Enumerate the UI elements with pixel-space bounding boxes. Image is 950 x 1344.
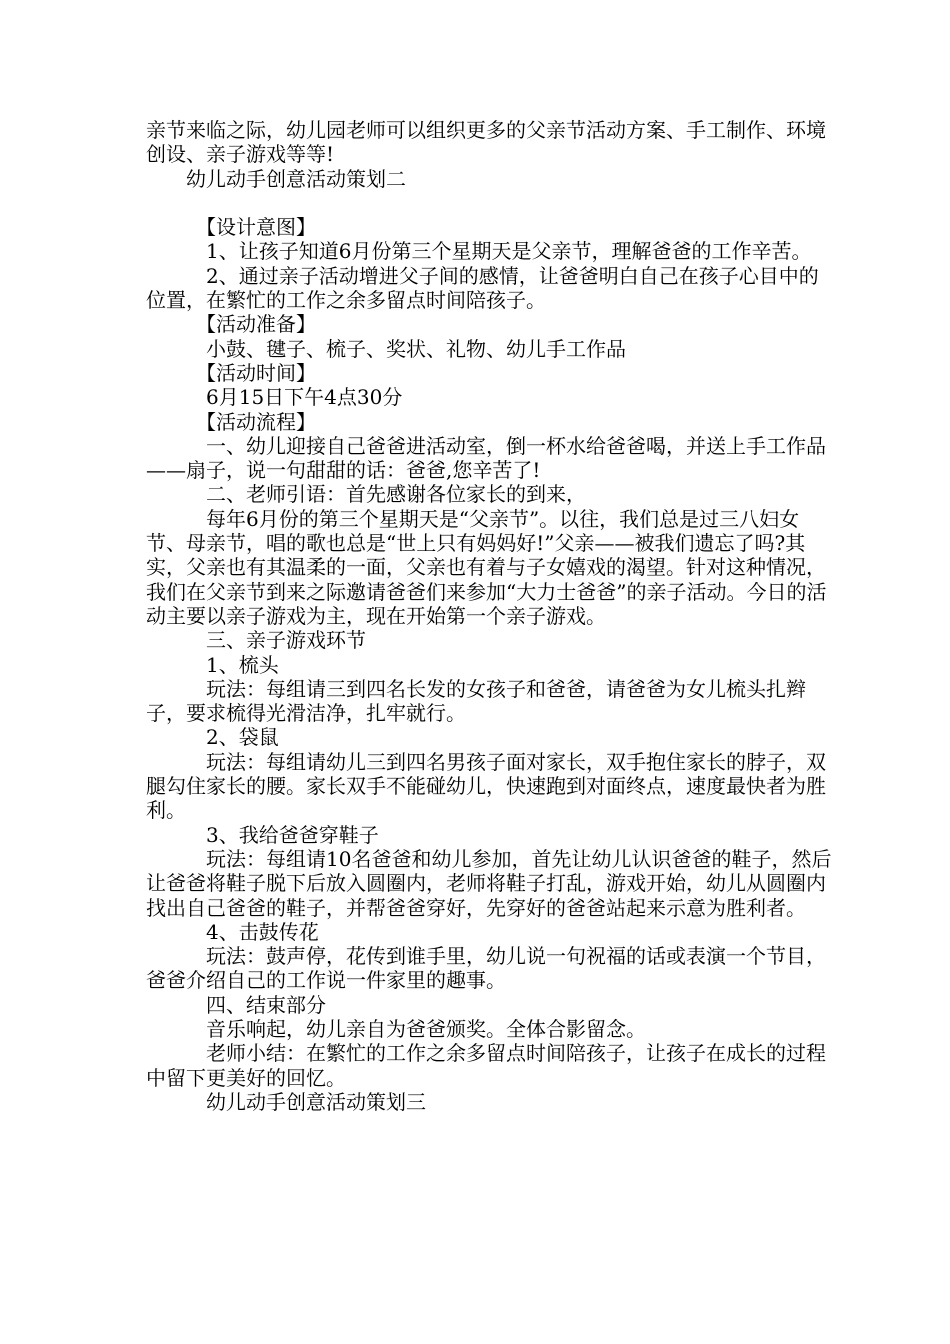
game-1-rules: 玩法：每组请三到四名长发的女孩子和爸爸，请爸爸为女儿梳头扎辫子，要求梳得光滑洁净，扎牢就行。 [146, 676, 806, 726]
activity-time-value: 6月15日下午4点30分 [206, 385, 403, 410]
process-step-1: 一、幼儿迎接自己爸爸进活动室，倒一杯水给爸爸喝，并送上手工作品——扇子，说一句甜甜的话：爸爸,您辛苦了! [146, 433, 826, 483]
intent-item-1: 1、让孩子知道6月份第三个星期天是父亲节，理解爸爸的工作辛苦。 [206, 239, 812, 264]
game-3-title: 3、我给爸爸穿鞋子 [206, 822, 379, 847]
game-4-rules: 玩法：鼓声停，花传到谁手里，幼儿说一句祝福的话或表演一个节目，爸爸介绍自己的工作说一件家里的趣事。 [146, 944, 826, 993]
teacher-summary: 老师小结：在繁忙的工作之余多留点时间陪孩子，让孩子在成长的过程中留下更美好的回忆。 [146, 1041, 826, 1090]
game-2-title: 2、袋鼠 [206, 725, 279, 750]
paragraph-intro-continued: 亲节来临之际，幼儿园老师可以组织更多的父亲节活动方案、手工制作、环境创设、亲子游戏等等! [146, 118, 826, 167]
heading-preparation: 【活动准备】 [196, 312, 316, 337]
process-step-2: 二、老师引语：首先感谢各位家长的到来， [206, 482, 586, 507]
heading-design-intent: 【设计意图】 [196, 215, 316, 240]
game-4-title: 4、击鼓传花 [206, 919, 319, 944]
process-step-3: 三、亲子游戏环节 [206, 628, 366, 653]
document-page [146, 118, 836, 1114]
section-title-plan-three: 幼儿动手创意活动策划三 [206, 1089, 426, 1114]
heading-activity-process: 【活动流程】 [196, 409, 316, 434]
process-step-2-body: 每年6月份的第三个星期天是“父亲节”。以往，我们总是过三八妇女节、母亲节，唱的歌也总是“世上只有妈妈好!”父亲——被我们遗忘了吗?其实，父亲也有其温柔的一面，父亲也有着与子女嬉戏的渴望。针对这种情况，我们在父亲节到来之际邀请爸爸们来参加“大力士爸爸”的亲子活动。今日的活动主要以亲子游戏为主，现在开始第一个亲子游戏。 [146, 506, 827, 628]
section-title-plan-two: 幼儿动手创意活动策划二 [186, 166, 406, 191]
intent-item-2: 2、通过亲子活动增进父子间的感情，让爸爸明白自己在孩子心目中的位置，在繁忙的工作之余多留点时间陪孩子。 [146, 263, 819, 313]
closing-award: 音乐响起，幼儿亲自为爸爸颁奖。全体合影留念。 [206, 1016, 646, 1041]
process-step-4: 四、结束部分 [206, 992, 326, 1017]
game-2-rules: 玩法：每组请幼儿三到四名男孩子面对家长，双手抱住家长的脖子，双腿勾住家长的腰。家长双手不能碰幼儿，快速跑到对面终点，速度最快者为胜利。 [146, 749, 826, 823]
preparation-list: 小鼓、毽子、梳子、奖状、礼物、幼儿手工作品 [206, 336, 626, 361]
heading-activity-time: 【活动时间】 [196, 360, 316, 385]
blank-line [146, 191, 836, 215]
game-3-rules: 玩法：每组请10名爸爸和幼儿参加，首先让幼儿认识爸爸的鞋子，然后让爸爸将鞋子脱下后放入圆圈内，老师将鞋子打乱，游戏开始，幼儿从圆圈内找出自己爸爸的鞋子，并帮爸爸穿好，先穿好的爸爸站起来示意为胜利者。 [146, 846, 832, 920]
game-1-title: 1、梳头 [206, 652, 279, 677]
